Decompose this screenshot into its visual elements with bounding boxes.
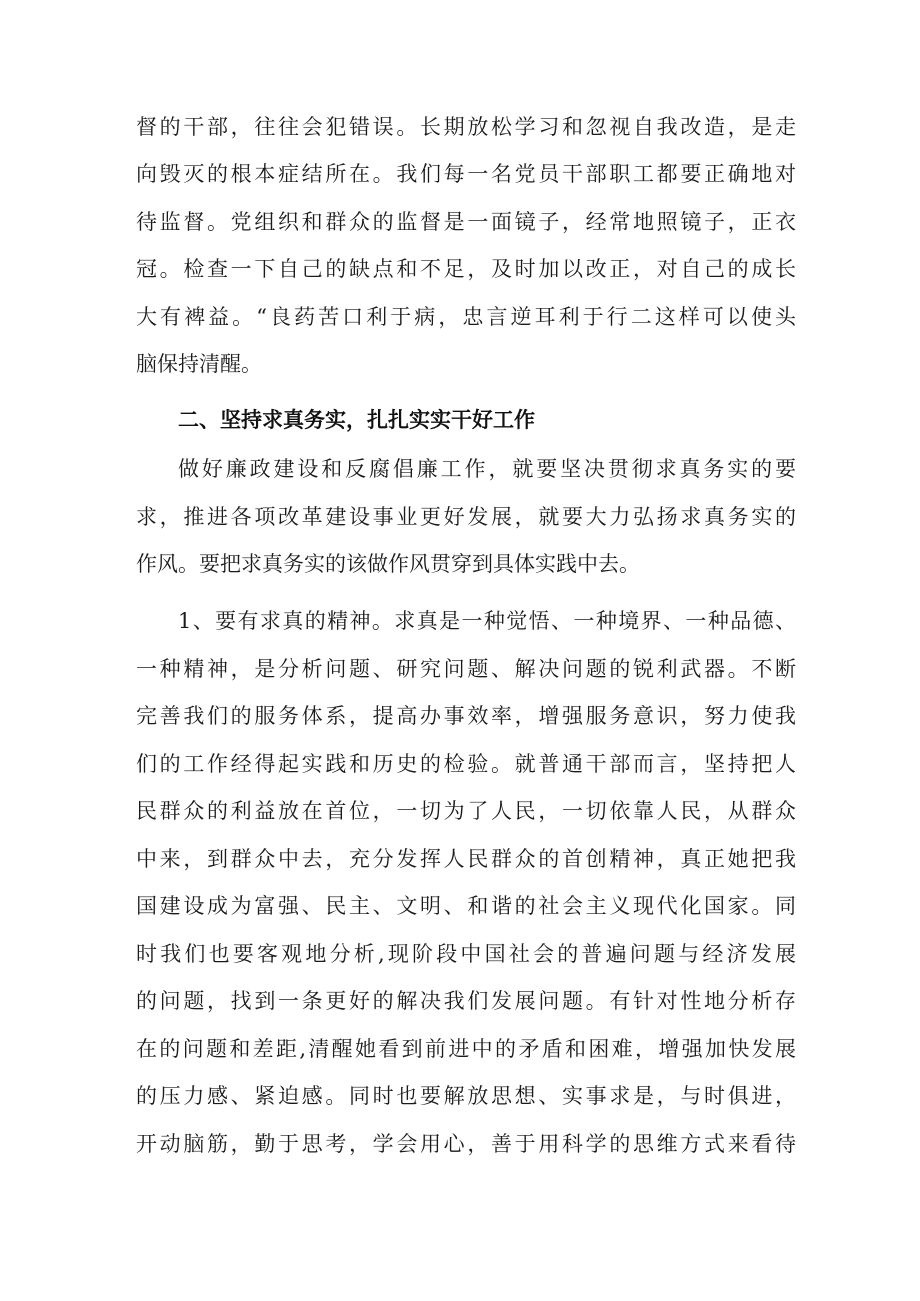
paragraph-1-line-5: 大有裨益。“良药苦口利于病，忠言逆耳利于行二这样可以使头 xyxy=(136,305,796,329)
paragraph-3-line-1: 1、要有求真的精神。求真是一种觉悟、一种境界、一种品德、 xyxy=(178,609,796,633)
paragraph-3-line-3: 完善我们的服务体系，提高办事效率，增强服务意识，努力使我 xyxy=(136,704,796,728)
paragraph-3-line-7: 国建设成为富强、民主、文明、和谐的社会主义现代化国家。同 xyxy=(136,894,796,918)
paragraph-3-line-10: 在的问题和差距,清醒她看到前进中的矛盾和困难，增强加快发展 xyxy=(136,1037,796,1061)
paragraph-3-line-12: 开动脑筋，勤于思考，学会用心，善于用科学的思维方式来看待 xyxy=(136,1132,796,1156)
paragraph-3-line-2: 一种精神，是分析问题、研究问题、解决问题的锐利武器。不断 xyxy=(136,657,796,681)
paragraph-2-line-2: 求，推进各项改革建设事业更好发展，就要大力弘扬求真务实的 xyxy=(136,505,796,529)
paragraph-1-line-1: 督的干部，往往会犯错误。长期放松学习和忽视自我改造，是走 xyxy=(136,115,796,139)
paragraph-3-line-6: 中来，到群众中去，充分发挥人民群众的首创精神，真正她把我 xyxy=(136,847,796,871)
paragraph-3-line-4: 们的工作经得起实践和历史的检验。就普通干部而言，坚持把人 xyxy=(136,752,796,776)
paragraph-2-line-3: 作风。要把求真务实的该做作风贯穿到具体实践中去。 xyxy=(136,552,640,576)
paragraph-1-line-2: 向毁灭的根本症结所在。我们每一名党员干部职工都要正确地对 xyxy=(136,162,796,186)
paragraph-1-line-4: 冠。检查一下自己的缺点和不足，及时加以改正，对自己的成长 xyxy=(136,257,796,281)
paragraph-1-line-3: 待监督。党组织和群众的监督是一面镜子，经常地照镜子，正衣 xyxy=(136,210,796,234)
paragraph-3-line-5: 民群众的利益放在首位，一切为了人民，一切依靠人民，从群众 xyxy=(136,799,796,823)
paragraph-3-line-11: 的压力感、紧迫感。同时也要解放思想、实事求是，与时俱进， xyxy=(136,1084,796,1108)
paragraph-2-line-1: 做好廉政建设和反腐倡廉工作，就要坚决贯彻求真务实的要 xyxy=(178,457,796,481)
section-heading: 二、坚持求真务实，扎扎实实干好工作 xyxy=(178,408,535,432)
paragraph-3-line-9: 的问题，找到一条更好的解决我们发展问题。有针对性地分析存 xyxy=(136,989,796,1013)
paragraph-3-line-8: 时我们也要客观地分析,现阶段中国社会的普遍问题与经济发展 xyxy=(136,942,796,966)
paragraph-1-line-6: 脑保持清醒。 xyxy=(136,352,262,376)
